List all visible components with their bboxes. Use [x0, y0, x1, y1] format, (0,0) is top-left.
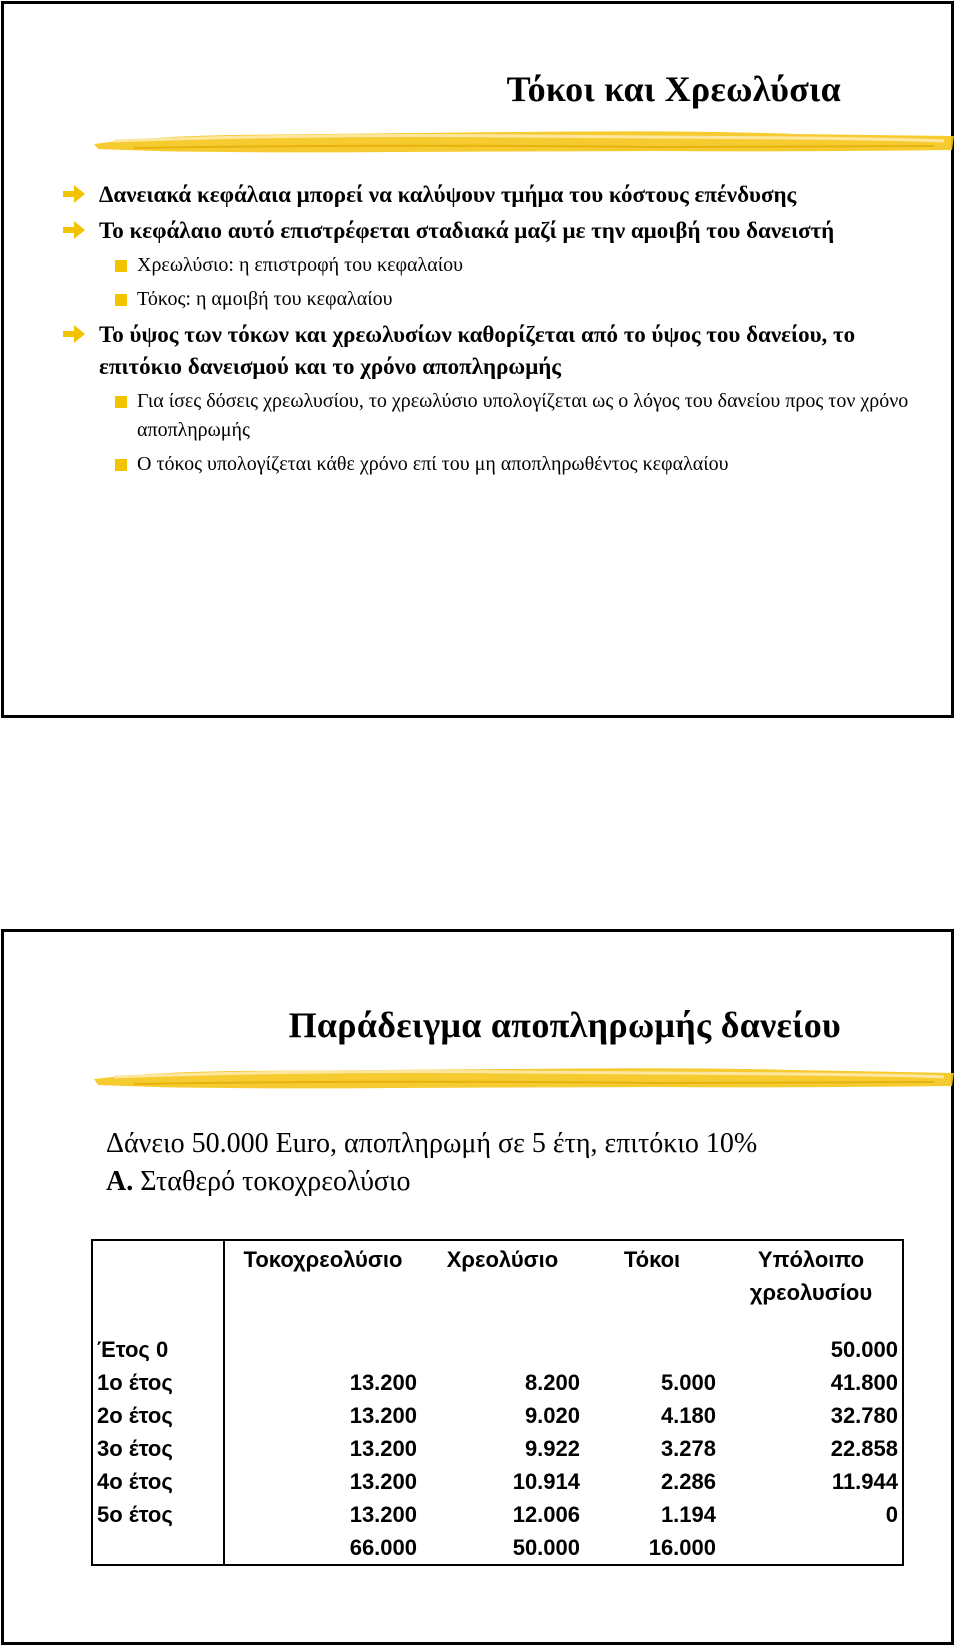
cell-balance: 50.000: [830, 1337, 898, 1362]
cell-year: 5ο έτος: [92, 1498, 224, 1531]
sub-bullet-item: [59, 251, 909, 280]
bullet-item: [59, 215, 909, 247]
arrow-right-icon: [61, 217, 87, 243]
bullet-text: Για ίσες δόσεις χρεωλυσίου, το χρεωλύσιο υπολογίζεται ως ο λόγος του δανείου προς τον χρόνο αποπληρωμής: [137, 390, 909, 441]
slide-interest-and-amortization: [1, 1, 954, 718]
cell-principal: 8.200: [524, 1370, 580, 1395]
bullet-text: Δανειακά κεφάλαια μπορεί να καλύψουν τμήμα του κόστους επένδυσης: [99, 182, 797, 207]
cell-principal: 12.006: [512, 1502, 580, 1527]
table-header-row: [92, 1240, 903, 1333]
table-row: [92, 1465, 903, 1498]
bullet-text: Το κεφάλαιο αυτό επιστρέφεται σταδιακά μαζί με την αμοιβή του δανειστή: [99, 218, 835, 243]
method-text: Σταθερό τοκοχρεολύσιο: [133, 1166, 411, 1197]
amortization-table: [91, 1239, 904, 1566]
method-prefix: Α.: [106, 1166, 134, 1197]
arrow-right-icon: [61, 321, 87, 347]
cell-interest: 2.286: [660, 1469, 716, 1494]
bullet-text: Χρεωλύσιο: η επιστροφή του κεφαλαίου: [137, 254, 463, 276]
cell-year: 2ο έτος: [92, 1399, 224, 1432]
sub-bullet-item: [59, 450, 909, 479]
header-cell-year: [92, 1240, 224, 1333]
bullet-text: Τόκος: η αμοιβή του κεφαλαίου: [137, 288, 393, 310]
cell-balance: 41.800: [830, 1370, 898, 1395]
cell-balance: 22.858: [830, 1436, 898, 1461]
table-row: [92, 1366, 903, 1399]
square-bullet-icon: [115, 260, 127, 272]
cell-installment: 66.000: [349, 1535, 417, 1560]
cell-year: 4ο έτος: [92, 1465, 224, 1498]
cell-interest: [584, 1333, 720, 1366]
cell-year: 3ο έτος: [92, 1432, 224, 1465]
square-bullet-icon: [115, 459, 127, 471]
loan-description: Δάνειο 50.000 Euro, αποπληρωμή σε 5 έτη, επιτόκιο 10%: [106, 1128, 758, 1159]
header-cell-installment: Τοκοχρεολύσιο: [243, 1247, 403, 1272]
cell-interest: 1.194: [660, 1502, 716, 1527]
table-row: [92, 1432, 903, 1465]
header-cell-interest: Τόκοι: [623, 1247, 681, 1272]
cell-installment: 13.200: [349, 1436, 417, 1461]
slide-loan-repayment-example: [1, 929, 954, 1645]
table-row: [92, 1498, 903, 1531]
sub-bullet-item: [59, 387, 909, 445]
cell-principal: 10.914: [512, 1469, 580, 1494]
title-underline-brush: [94, 122, 954, 162]
cell-principal: 50.000: [512, 1535, 580, 1560]
slide-title: Τόκοι και Χρεωλύσια: [506, 69, 841, 109]
cell-interest: 16.000: [648, 1535, 716, 1560]
cell-principal: 9.020: [524, 1403, 580, 1428]
slide-title: Παράδειγμα αποπληρωμής δανείου: [288, 1005, 841, 1045]
square-bullet-icon: [115, 396, 127, 408]
table-row: [92, 1399, 903, 1432]
cell-balance: 0: [885, 1502, 898, 1527]
cell-interest: 3.278: [660, 1436, 716, 1461]
cell-installment: 13.200: [349, 1469, 417, 1494]
header-cell-principal: Χρεολύσιο: [446, 1247, 559, 1272]
table-row: [92, 1333, 903, 1366]
title-underline-brush: [94, 1059, 954, 1099]
cell-balance: [720, 1531, 903, 1565]
cell-year: 1ο έτος: [92, 1366, 224, 1399]
cell-installment: 13.200: [349, 1502, 417, 1527]
cell-balance: 11.944: [831, 1469, 898, 1494]
cell-principal: [421, 1333, 584, 1366]
bullet-list: [59, 179, 909, 484]
repayment-method: [106, 1163, 411, 1201]
cell-year: [92, 1531, 224, 1565]
cell-year: Έτος 0: [92, 1333, 224, 1366]
square-bullet-icon: [115, 294, 127, 306]
cell-installment: 13.200: [349, 1370, 417, 1395]
bullet-item: [59, 319, 909, 383]
cell-interest: 5.000: [660, 1370, 716, 1395]
cell-installment: [224, 1333, 421, 1366]
cell-balance: 32.780: [830, 1403, 898, 1428]
sub-bullet-item: [59, 285, 909, 314]
cell-principal: 9.922: [524, 1436, 580, 1461]
bullet-text: Το ύψος των τόκων και χρεωλυσίων καθορίζεται από το ύψος του δανείου, το επιτόκιο δανεισμού και το χρόνο αποπληρωμής: [99, 322, 856, 379]
arrow-right-icon: [61, 181, 87, 207]
cell-interest: 4.180: [660, 1403, 716, 1428]
bullet-text: Ο τόκος υπολογίζεται κάθε χρόνο επί του μη αποπληρωθέντος κεφαλαίου: [137, 453, 729, 475]
table-total-row: [92, 1531, 903, 1565]
cell-installment: 13.200: [349, 1403, 417, 1428]
header-cell-balance: Υπόλοιπο χρεολυσίου: [749, 1247, 873, 1305]
bullet-item: [59, 179, 909, 211]
